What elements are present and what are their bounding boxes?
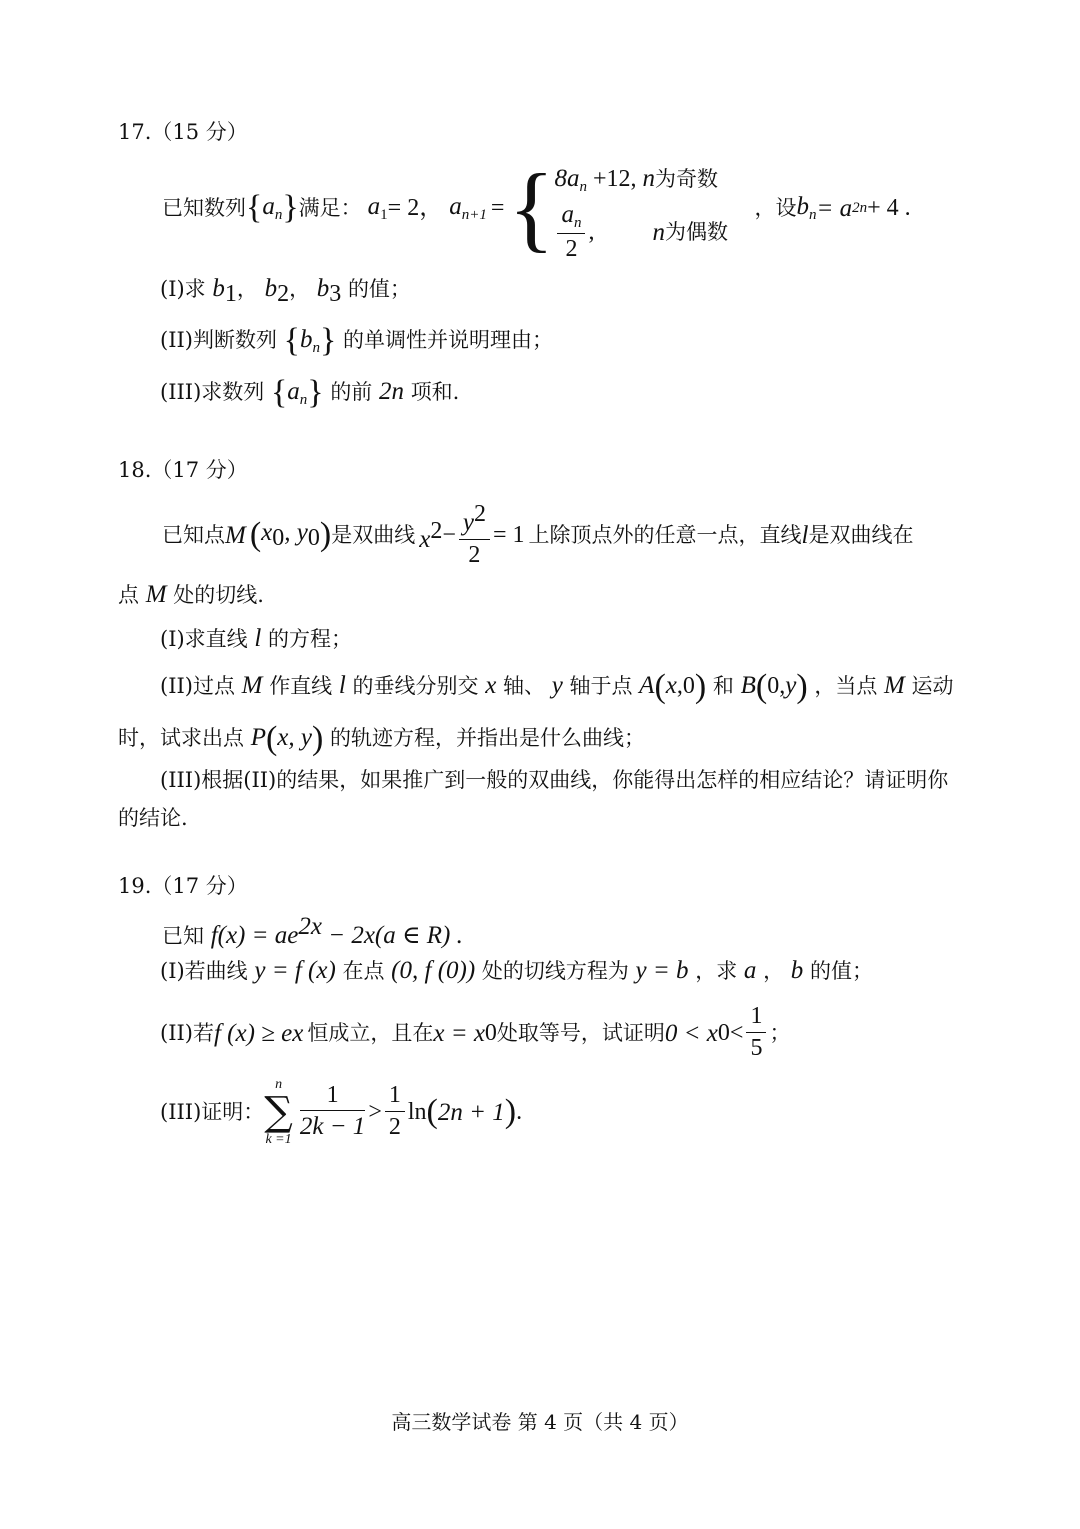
q19-header: 19.（17 分） [118,874,248,898]
q18-line2: 点 M 处的切线. [118,581,264,608]
q17-statement: 已知数列 { $a_n$ } 满足： $a_1$ = 2， $a_{n+1}$ = { $8a_n +12$, n为奇数 $\frac{a_n}{2}$ , n 为偶数 ，设 $b_n$ = a 2n + 4 . [162,154,911,262]
q18-header: 18.（17 分） [118,458,248,482]
q18-part3-line1: (III)根据(II)的结果，如果推广到一般的双曲线，你能得出怎样的相应结论？请证明你 [160,768,949,792]
q18-part2-line1: (II)过点 M 作直线 l 的垂线分别交 x 轴、 y 轴于点 A(x,0) 和 B(0,y) ，当点 M 运动 [160,668,954,705]
piecewise-brace: { [508,154,555,261]
q19-part3: (III)证明： n ∑ k =1 $\frac{1}{2k - 1}$ > $\frac{1}{2}$ ln ( 2n + 1 ) . [160,1076,523,1147]
q18-line1: 已知点 M ( $x_0$, $y_0$ ) 是双曲线 $x^2$ − $\frac{y^2}{2}$ = 1 上除顶点外的任意一点，直线 l 是双曲线在 [162,500,914,568]
q17-part1: (I)求 $b_1$， $b_2$， $b_3$ 的值； [160,275,411,307]
page-footer: 高三数学试卷 第 4 页（共 4 页） [391,1410,689,1434]
piecewise-cases: $8a_n +12$, n为奇数 $\frac{a_n}{2}$ , n 为偶数 [554,165,728,262]
q18-part3-line2: 的结论. [118,806,188,830]
q19-part2: (II)若 f (x) ≥ e x 恒成立，且在 x = x 0 处取等号，试证明 0 < x 0 < $\frac{1}{5}$ ； [160,1003,791,1061]
q18-part1: (I)求直线 l 的方程； [160,625,353,652]
summation-symbol: n ∑ k =1 [264,1076,293,1147]
q19-part1: (I)若曲线 y = f (x) 在点 (0, f (0)) 处的切线方程为 y = b ，求 a ， b 的值； [160,957,873,984]
q18-part2-line2: 时，试求出点 P(x, y) 的轨迹方程，并指出是什么曲线； [118,720,646,757]
q17-intro: 已知数列 [162,195,246,220]
q17-header: 17.（15 分） [118,120,248,144]
q19-statement: 已知 $f(x) = ae^{2x} - 2x(a$ ∈ R) . [162,913,463,949]
q17-part3: (III)求数列 $\{a_n\}$ 的前 2n 项和. [160,374,460,411]
q17-part2: (II)判断数列 $\{b_n\}$ 的单调性并说明理由； [160,322,554,359]
